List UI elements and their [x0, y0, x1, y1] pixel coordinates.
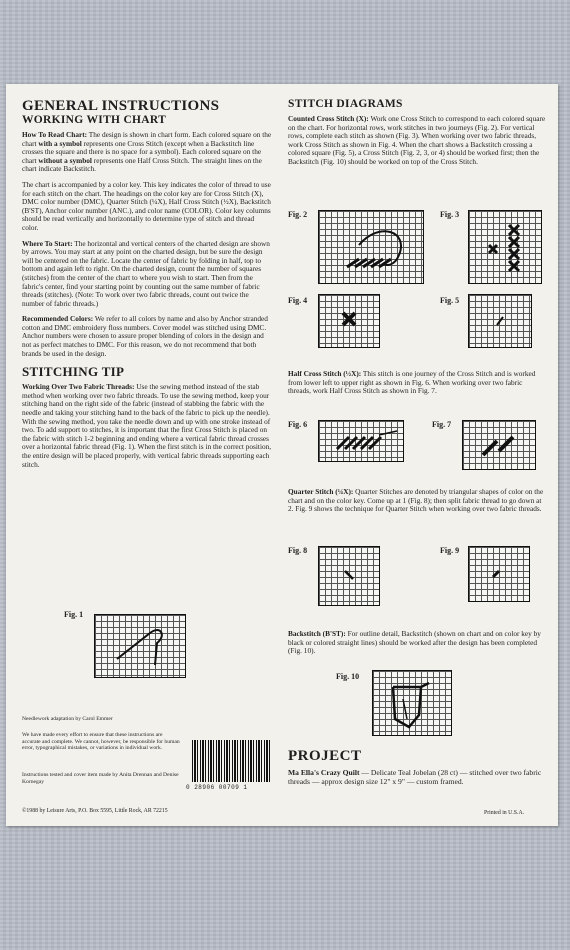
- recommended-colors-paragraph: [22, 315, 272, 358]
- stitching-tip-heading: STITCHING TIP: [22, 364, 125, 380]
- fig4-diagram: [318, 294, 380, 348]
- fig8-diagram: [318, 546, 380, 606]
- barcode-number: 0 28906 00709 1: [186, 784, 248, 791]
- fig9-diagram: [468, 546, 530, 602]
- fig6-stitch-icon: [319, 421, 403, 461]
- stitch-diagrams-heading: STITCH DIAGRAMS: [288, 98, 403, 110]
- how-text-b: represents one Cross Stitch (except when a Backstitch line crosses the square and there is no space for a symbol). Each colored square on the chart: [22, 138, 262, 165]
- where-text: The horizontal and vertical centers of the charted design are shown by arrows. You may start at any point on the charted design, but be sure the design will be centered on the fabric. Locate the center of fabric by folding in half, top to bottom and again left to right. On the charted design, count the number of squares (stitches) from the center of the chart to where you wish to start. Then from the fabric's center, find your starting point by counting out the same number of fabric threads (stitches). (Note: To work over two fabric threads, count out twice the number of fabric threads.): [22, 238, 270, 308]
- fig2-stitch-icon: [319, 211, 423, 283]
- tip-label: Working Over Two Fabric Threads:: [22, 382, 135, 392]
- how-bold-2: without a symbol: [38, 155, 92, 165]
- fig3-label: Fig. 3: [440, 210, 460, 219]
- fig1-needle-icon: [95, 615, 185, 677]
- tip-text: Use the sewing method instead of the stab method when working over two fabric threads. To use the sewing method, keep your stitching hand on the right side of the fabric (instead of stabbing the fabric with the needle and taking your stitching hand to the back of the fabric to pick up the needle). With the sewing method, you take the needle down and up with one stroke instead of two. To add support to stitches, it is important that the first Cross Stitch is placed on the fabric with stitch 1-2 beginning and ending where a vertical fabric thread crosses over a horizontal fabric thread (Fig. 1). When the first stitch is in the correct position, the entire design will be placed properly, with vertical fabric threads supporting each stitch.: [22, 382, 272, 469]
- working-with-chart-heading: WORKING WITH CHART: [22, 114, 167, 126]
- fig5-label: Fig. 5: [440, 296, 460, 305]
- quarter-stitch-section: [288, 488, 546, 521]
- right-column: [288, 98, 546, 174]
- fig7-stitch-icon: [463, 421, 535, 469]
- how-bold-1: with a symbol: [38, 138, 82, 148]
- fig9-stitch-icon: [469, 547, 529, 601]
- how-to-read-paragraph: [22, 131, 272, 174]
- fig10-stitch-icon: [373, 671, 451, 735]
- barcode: [192, 740, 272, 782]
- backstitch-paragraph: [288, 630, 546, 656]
- fig2-label: Fig. 2: [288, 210, 308, 219]
- general-instructions-heading: GENERAL INSTRUCTIONS: [22, 98, 220, 114]
- ccs-text: Work one Cross Stitch to correspond to each colored square on the chart. For horizontal rows, work stitches in two journeys (Fig. 2). For vertical rows, complete each stitch as shown (Fig. 3). When working over two fabric threads, work Cross Stitch as shown in Fig. 4. When the chart shows a Backstitch crossing a colored square (Fig. 5), a Cross Stitch (Fig. 2, 3, or 4) should be worked first; then the Backstitch (Fig. 10) should be worked on top of the Cross Stitch.: [288, 114, 546, 166]
- fig6-label: Fig. 6: [288, 420, 308, 429]
- copyright-text: ©1988 by Leisure Arts, P.O. Box 5595, Little Rock, AR 72215: [22, 808, 168, 814]
- fig1-diagram: [94, 614, 186, 678]
- where-to-start-paragraph: [22, 240, 272, 309]
- printed-in-text: Printed in U.S.A.: [484, 810, 525, 816]
- instruction-sheet: [6, 84, 558, 826]
- fig8-label: Fig. 8: [288, 546, 308, 555]
- counted-cross-stitch-paragraph: [288, 115, 546, 167]
- stitching-tip-paragraph: [22, 383, 272, 469]
- quarter-text: Quarter Stitches are denoted by triangular shapes of color on the chart and on the color key. Come up at 1 (Fig. 8); then split fabric thread to go down at 2. Fig. 9 shows the technique for Quarter Stitch when working over two fabric threads.: [288, 487, 544, 514]
- fig6-diagram: [318, 420, 404, 462]
- fig10-label: Fig. 10: [336, 672, 360, 681]
- fig3-stitch-icon: [469, 211, 541, 283]
- rec-label: Recommended Colors:: [22, 314, 94, 324]
- fig7-label: Fig. 7: [432, 420, 452, 429]
- adaptation-credit: Needlework adaptation by Carol Emmer: [22, 716, 113, 722]
- half-cross-paragraph: [288, 370, 546, 396]
- disclaimer-text: We have made every effort to ensure that these instructions are accurate and complete. We cannot, however, be responsible for human error, typographical mistakes, or variations in individual work.: [22, 732, 180, 752]
- quarter-stitch-paragraph: [288, 488, 546, 514]
- fig9-label: Fig. 9: [440, 546, 460, 555]
- how-text-a: The design is shown in chart form. Each colored square on the chart: [22, 130, 272, 148]
- fig2-diagram: [318, 210, 424, 284]
- project-heading: PROJECT: [288, 748, 362, 764]
- half-label: Half Cross Stitch (½X):: [288, 369, 362, 378]
- fig4-label: Fig. 4: [288, 296, 308, 305]
- fig5-stitch-icon: [469, 295, 531, 347]
- how-label: How To Read Chart:: [22, 130, 88, 139]
- project-name: Ma Ella's Crazy Quilt: [288, 768, 360, 777]
- fig8-stitch-icon: [319, 547, 379, 605]
- fig3-diagram: [468, 210, 542, 284]
- fig1-label: Fig. 1: [64, 610, 84, 619]
- project-text: — Delicate Teal Jobelan (28 ct) — stitched over two fabric threads — approx design size 12" x 9" — custom framed.: [288, 768, 542, 786]
- fig5-diagram: [468, 294, 532, 348]
- how-text-c: represents one Half Cross Stitch. The straight lines on the chart indicate Backstitch.: [22, 155, 262, 174]
- rec-text: We refer to all colors by name and also by Anchor stranded cotton and DMC embroidery floss numbers. Cover model was stitched using DMC. Anchor numbers were chosen to assure proper blending of colors in the design and not as perfect matches to DMC. For this reason, we do not recommend that both brands be used in the design.: [22, 314, 268, 358]
- half-cross-section: [288, 370, 546, 403]
- project-paragraph: [288, 768, 546, 786]
- color-key-paragraph: The chart is accompanied by a color key. This key indicates the color of thread to use for each stitch on the chart. The headings on the color key are for Cross Stitch (X), DMC color number (DMC), Quarter Stitch (¼X), Half Cross Stitch (½X), Backstitch (B'ST), Anchor color number (ANC.), and color name (COLOR). Color key columns should be read vertically and horizontally to determine type of stitch and thread color.: [22, 179, 271, 232]
- tested-credit: Instructions tested and cover item made by Anita Drennan and Denise Kornegay: [22, 772, 179, 785]
- back-label: Backstitch (B'ST):: [288, 629, 346, 638]
- fig7-diagram: [462, 420, 536, 470]
- backstitch-section: [288, 630, 546, 663]
- project-section: [288, 768, 546, 793]
- fig4-stitch-icon: [319, 295, 379, 347]
- half-text: This stitch is one journey of the Cross Stitch and is worked from lower left to upper right as shown in Fig. 6. When working over two fabric threads, work Half Cross Stitch as shown in Fig. 7.: [288, 369, 536, 396]
- ccs-label: Counted Cross Stitch (X):: [288, 114, 369, 123]
- left-column: [22, 98, 272, 476]
- quarter-label: Quarter Stitch (¼X):: [288, 487, 354, 496]
- fig10-diagram: [372, 670, 452, 736]
- back-text: For outline detail, Backstitch (shown on chart and on color key by black or colored straight lines) should be worked after the design has been completed (Fig. 10).: [288, 629, 541, 656]
- where-label: Where To Start:: [22, 238, 73, 248]
